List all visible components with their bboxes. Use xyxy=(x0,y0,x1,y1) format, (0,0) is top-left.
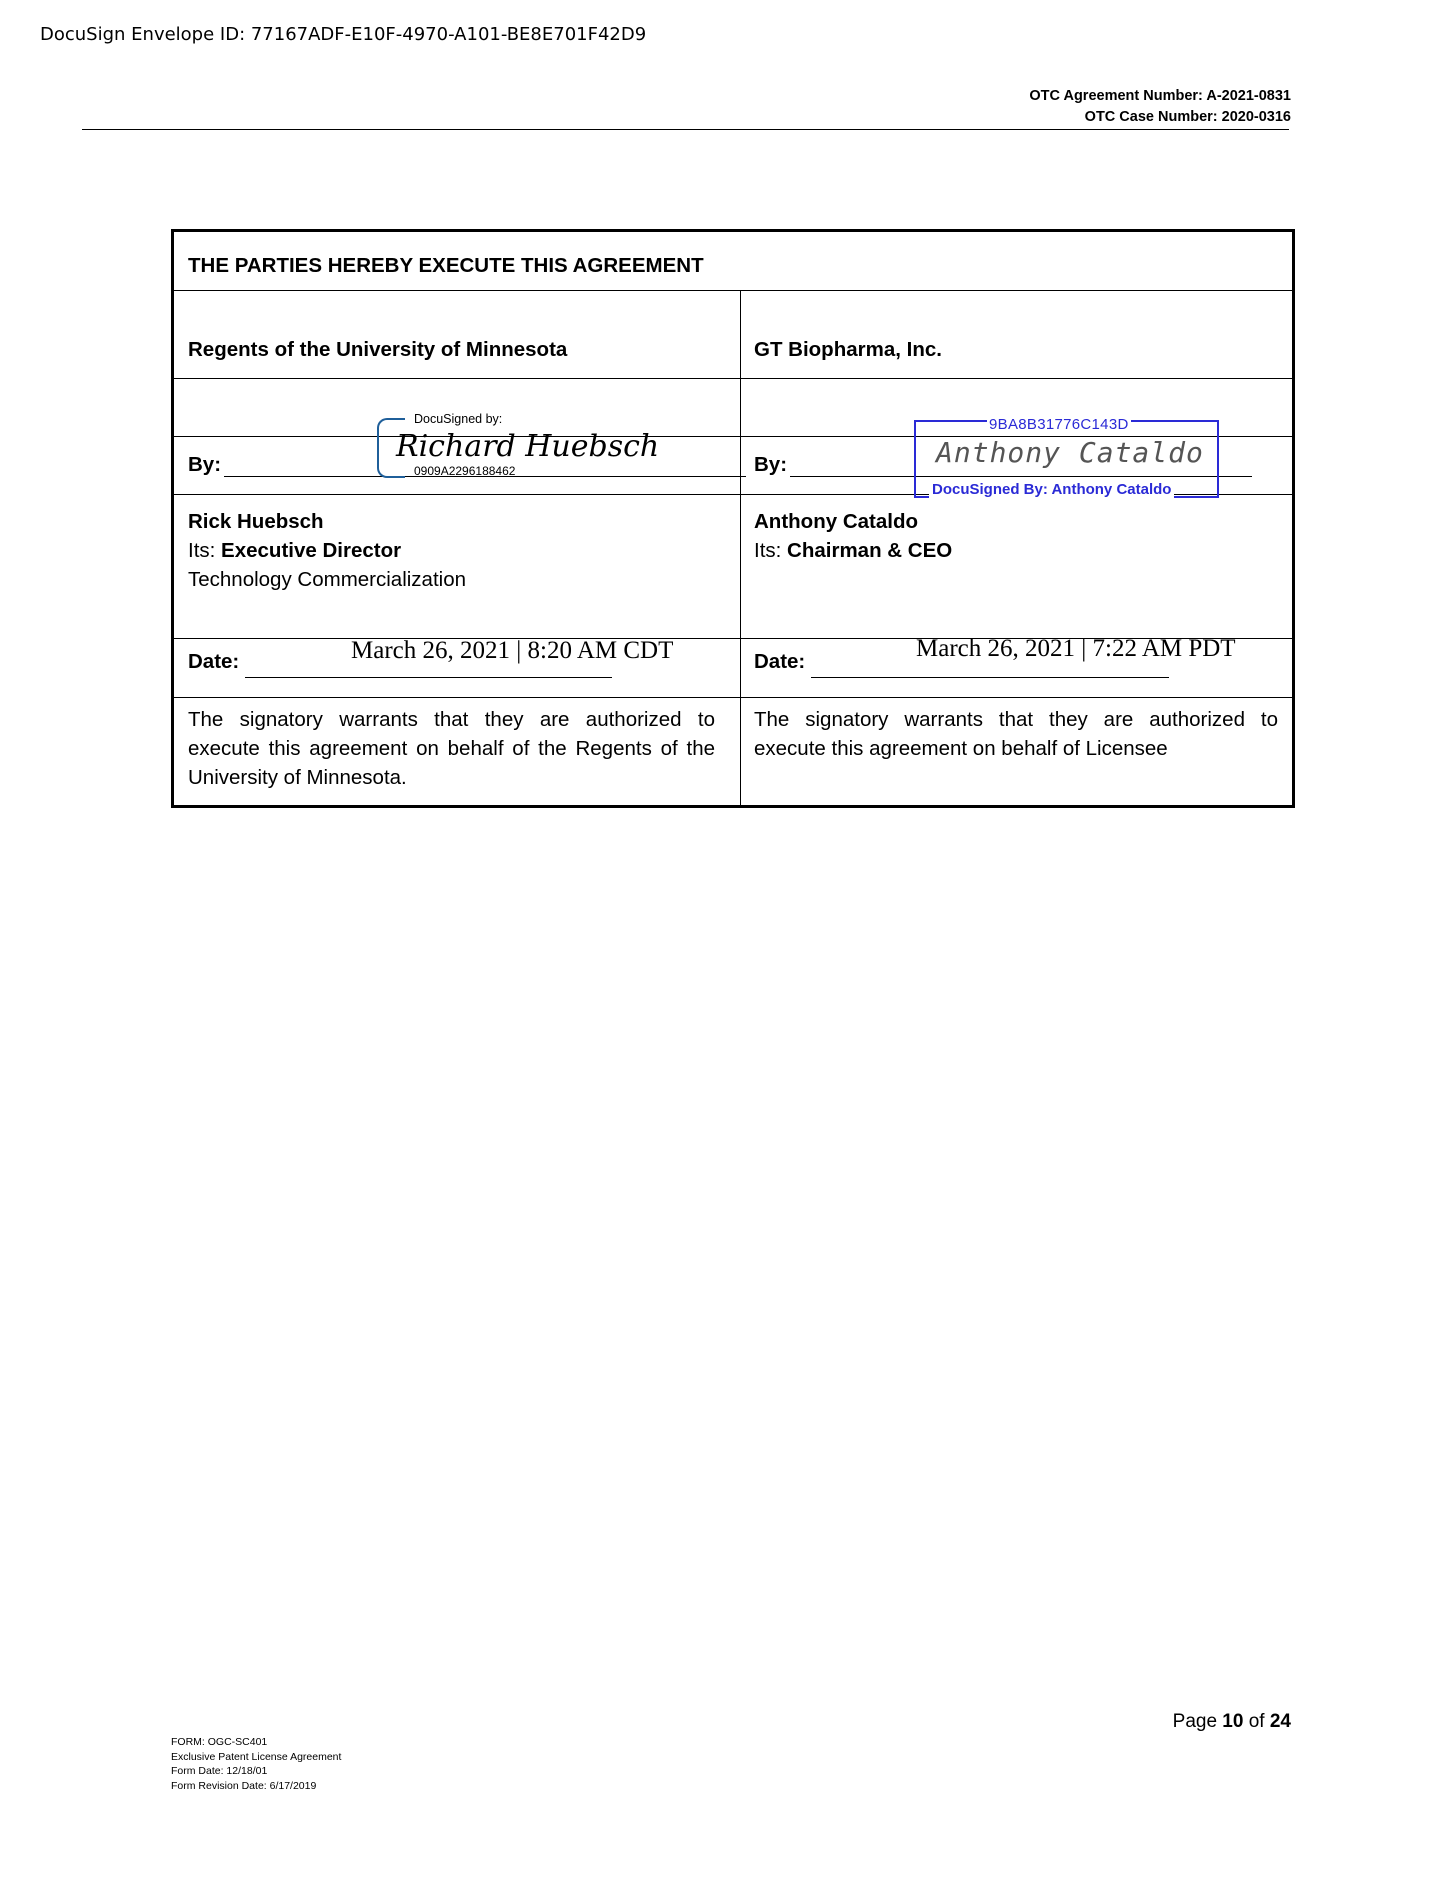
form-line: Form Date: 12/18/01 xyxy=(171,1765,268,1777)
row-divider xyxy=(174,697,1292,698)
row-divider xyxy=(174,378,1292,379)
docusign-id-right: 9BA8B31776C143D xyxy=(989,416,1129,433)
signer-title-left xyxy=(188,536,466,565)
date-line-right xyxy=(811,677,1169,678)
title-value: Executive Director xyxy=(221,539,402,562)
date-value-right: March 26, 2021 | 7:22 AM PDT xyxy=(916,635,1236,662)
date-value-left: March 26, 2021 | 8:20 AM CDT xyxy=(351,637,674,664)
signer-block-left xyxy=(188,507,466,594)
title-value: Chairman & CEO xyxy=(787,539,953,562)
signature-cataldo: Anthony Cataldo xyxy=(936,436,1204,469)
docusign-label: DocuSigned by: xyxy=(414,412,503,426)
envelope-id: DocuSign Envelope ID: 77167ADF-E10F-4970-A101-BE8E701F42D9 xyxy=(40,24,647,45)
table-title: THE PARTIES HEREBY EXECUTE THIS AGREEMENT xyxy=(188,254,704,277)
warranty-left: The signatory warrants that they are authorized to execute this agreement on behalf of the Regents of the University of Minnesota. xyxy=(188,708,715,789)
date-label-right: Date: xyxy=(754,650,806,673)
signature-table xyxy=(171,229,1295,808)
warranty-right: The signatory warrants that they are authorized to execute this agreement on behalf of Licensee xyxy=(754,708,1278,760)
signer-title-right xyxy=(754,536,952,565)
party-licensee: GT Biopharma, Inc. xyxy=(754,338,942,361)
party-university: Regents of the University of Minnesota xyxy=(188,338,568,361)
signature-huebsch: Richard Huebsch xyxy=(396,429,660,464)
page-total: 24 xyxy=(1269,1711,1291,1732)
signer-name-left: Rick Huebsch xyxy=(188,510,324,533)
signer-department-left: Technology Commercialization xyxy=(188,568,467,591)
form-info xyxy=(171,1735,341,1793)
row-divider xyxy=(174,290,1292,291)
signer-block-right xyxy=(754,507,952,565)
column-divider xyxy=(740,290,741,805)
date-label-left: Date: xyxy=(188,650,240,673)
page-current: 10 xyxy=(1222,1711,1244,1732)
form-line: FORM: OGC-SC401 xyxy=(171,1736,268,1748)
docusign-id-left: 0909A2296188462 xyxy=(414,464,516,478)
page-of: of xyxy=(1248,1711,1265,1732)
its-label: Its: xyxy=(754,539,782,562)
its-label: Its: xyxy=(188,539,216,562)
case-number: OTC Case Number: 2020-0316 xyxy=(1084,109,1291,125)
docusign-signed-by: DocuSigned By: Anthony Cataldo xyxy=(929,481,1174,498)
by-label-left: By: xyxy=(188,453,222,476)
page-prefix: Page xyxy=(1172,1711,1218,1732)
page-number xyxy=(1173,1711,1291,1733)
agreement-number: OTC Agreement Number: A-2021-0831 xyxy=(1029,88,1291,104)
form-line: Form Revision Date: 6/17/2019 xyxy=(171,1779,317,1792)
date-line-left xyxy=(245,677,612,678)
by-label-right: By: xyxy=(754,453,788,476)
header-rule xyxy=(82,129,1289,130)
form-line: Exclusive Patent License Agreement xyxy=(171,1750,342,1763)
document-header xyxy=(1029,86,1291,128)
signer-name-right: Anthony Cataldo xyxy=(754,510,918,533)
